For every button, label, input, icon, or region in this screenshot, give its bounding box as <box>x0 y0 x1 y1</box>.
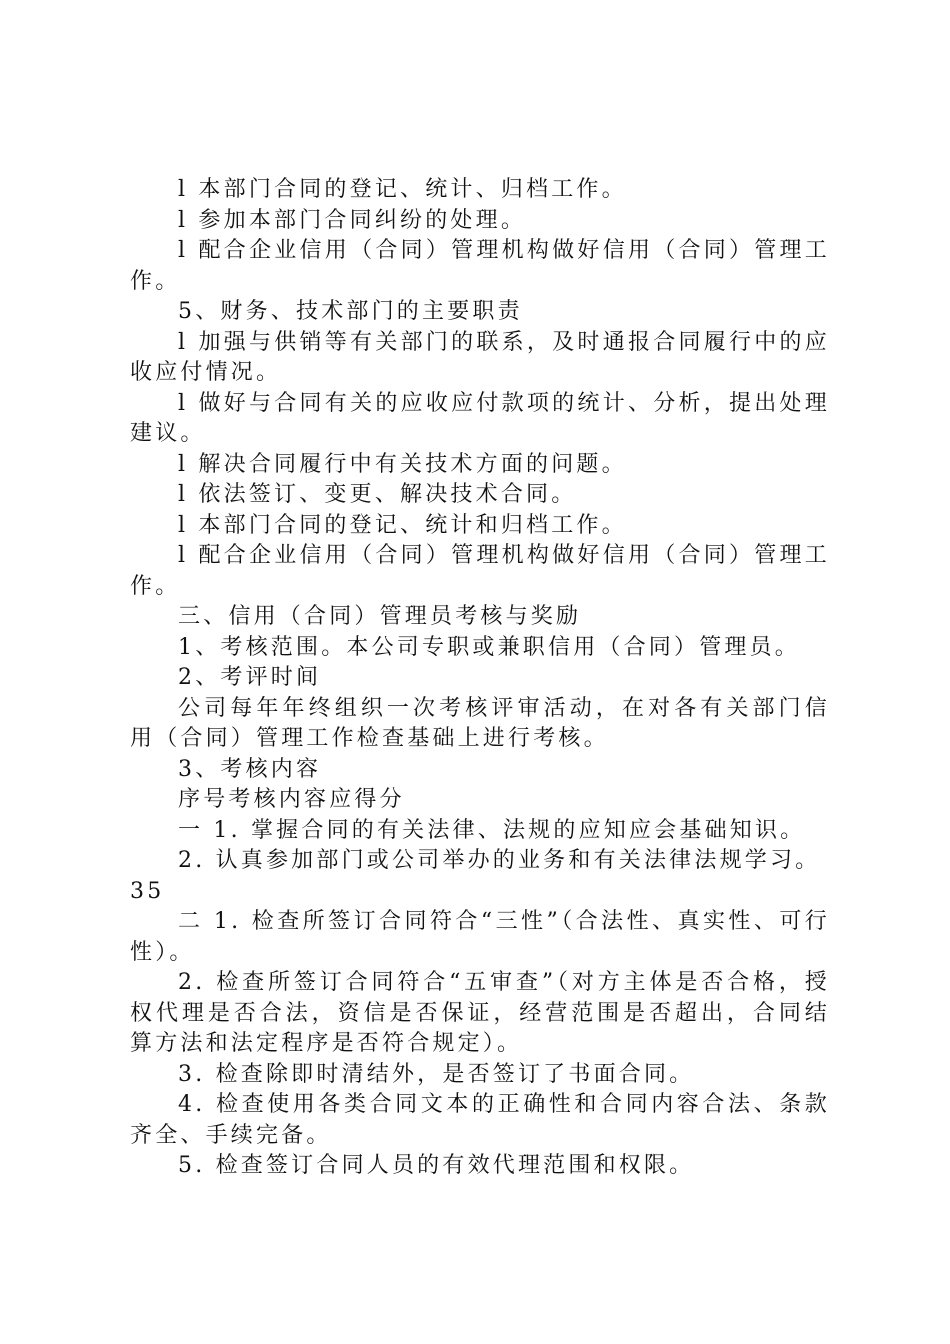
paragraph-24: 5. 检查签订合同人员的有效代理范围和权限。 <box>178 1153 695 1178</box>
paragraph-17: 一 1. 掌握合同的有关法律、法规的应知应会基础知识。 <box>178 817 806 843</box>
paragraph-1: l 本部门合同的登记、统计、归档工作。 <box>178 177 627 202</box>
paragraph-6: l 做好与合同有关的应收应付款项的统计、分析，提出处理建议。 <box>130 390 830 446</box>
paragraph-13: 2、考评时间 <box>178 665 322 690</box>
score-value: 35 <box>130 878 165 904</box>
paragraph-8: l 依法签订、变更、解决技术合同。 <box>178 482 577 507</box>
paragraph-18: 2. 认真参加部门或公司举办的业务和有关法律法规学习。 <box>178 848 821 873</box>
paragraph-15: 3、考核内容 <box>178 756 322 782</box>
paragraph-9: l 本部门合同的登记、统计和归档工作。 <box>178 512 627 538</box>
paragraph-14: 公司每年年终组织一次考核评审活动，在对各有关部门信用（合同）管理工作检查基础上进行考核。 <box>130 695 830 751</box>
document-body <box>130 175 830 1182</box>
paragraph-23: 4. 检查使用各类合同文本的正确性和合同内容合法、条款齐全、手续完备。 <box>130 1092 830 1148</box>
paragraph-10: l 配合企业信用（合同）管理机构做好信用（合同）管理工作。 <box>130 543 830 599</box>
section-heading-3: 三、信用（合同）管理员考核与奖励 <box>178 604 582 629</box>
paragraph-3: l 配合企业信用（合同）管理机构做好信用（合同）管理工作。 <box>130 238 830 294</box>
table-header-line: 序号考核内容应得分 <box>178 787 405 812</box>
paragraph-21: 2. 检查所签订合同符合“五审查”（对方主体是否合格，授权代理是否合法，资信是否保证，经营范围是否超出，合同结算方法和法定程序是否符合规定）。 <box>130 970 830 1056</box>
paragraph-2: l 参加本部门合同纠纷的处理。 <box>178 207 527 233</box>
paragraph-5: l 加强与供销等有关部门的联系，及时通报合同履行中的应收应付情况。 <box>130 329 830 385</box>
paragraph-7: l 解决合同履行中有关技术方面的问题。 <box>178 451 627 477</box>
paragraph-22: 3. 检查除即时清结外，是否签订了书面合同。 <box>178 1061 695 1087</box>
paragraph-12: 1、考核范围。本公司专职或兼职信用（合同）管理员。 <box>178 634 800 660</box>
paragraph-20: 二 1. 检查所签订合同符合“三性”（合法性、真实性、可行性）。 <box>130 909 830 965</box>
section-heading-5: 5、财务、技术部门的主要职责 <box>178 299 523 324</box>
